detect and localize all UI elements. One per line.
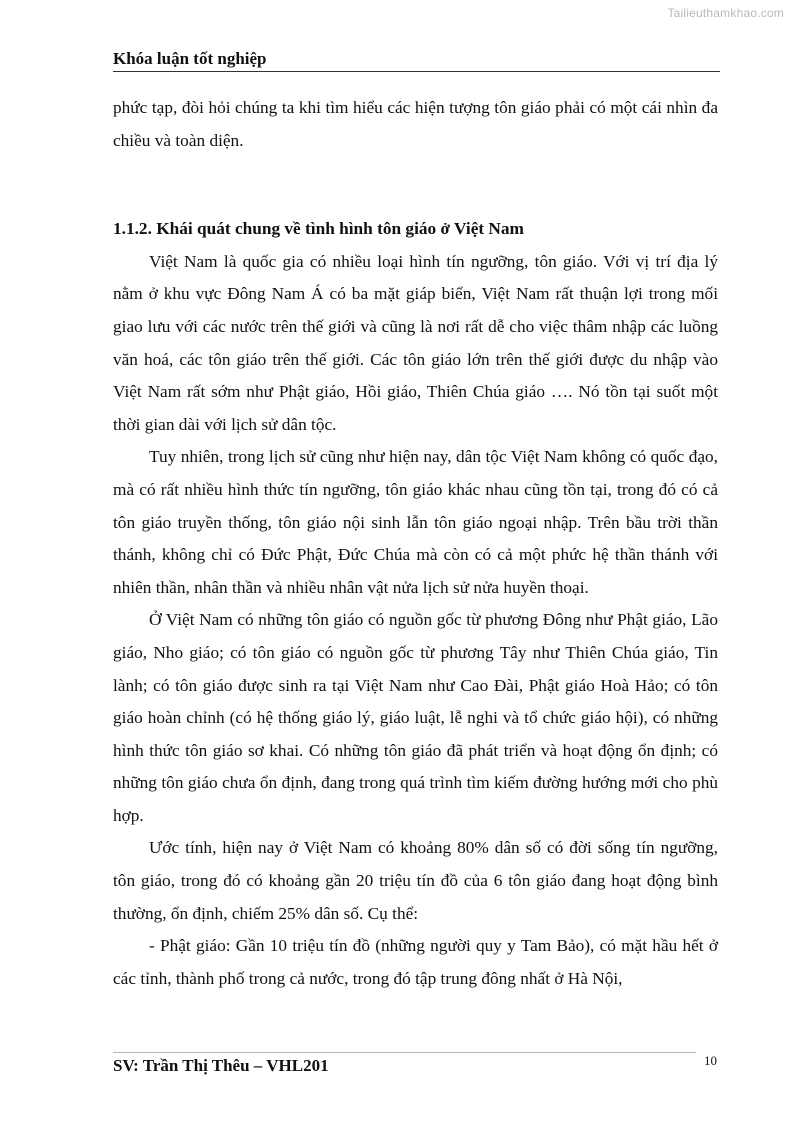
section-spacer xyxy=(113,157,718,213)
footer-divider xyxy=(113,1052,696,1053)
header-title: Khóa luận tốt nghiệp xyxy=(113,49,267,68)
document-body xyxy=(113,92,718,995)
watermark: Tailieuthamkhao.com xyxy=(667,6,784,20)
footer-author: SV: Trần Thị Thêu – VHL201 xyxy=(113,1056,329,1075)
list-item-paragraph: - Phật giáo: Gần 10 triệu tín đồ (những người quy y Tam Bảo), có mặt hầu hết ở các tỉnh, thành phố trong cả nước, trong đó tập trung đông nhất ở Hà Nội, xyxy=(113,936,718,988)
paragraph: Ước tính, hiện nay ở Việt Nam có khoảng 80% dân số có đời sống tín ngưỡng, tôn giáo, trong đó có khoảng gần 20 triệu tín đồ của 6 tôn giáo đang hoạt động bình thường, ổn định, chiếm 25% dân số. Cụ thể: xyxy=(113,838,718,923)
paragraph: Việt Nam là quốc gia có nhiều loại hình tín ngưỡng, tôn giáo. Với vị trí địa lý nằm ở khu vực Đông Nam Á có ba mặt giáp biển, Việt Nam rất thuận lợi trong mối giao lưu với các nước trên thế giới và cũng là nơi rất dễ cho việc thâm nhập các luồng văn hoá, các tôn giáo trên thế giới. Các tôn giáo lớn trên thế giới được du nhập vào Việt Nam rất sớm như Phật giáo, Hồi giáo, Thiên Chúa giáo …. Nó tồn tại suốt một thời gian dài với lịch sử dân tộc. xyxy=(113,251,718,434)
page-number: 10 xyxy=(704,1053,717,1068)
paragraph: Ở Việt Nam có những tôn giáo có nguồn gốc từ phương Đông như Phật giáo, Lão giáo, Nho giáo; có tôn giáo có nguồn gốc từ phương Tây như Thiên Chúa giáo, Tin lành; có tôn giáo được sinh ra tại Việt Nam như Cao Đài, Phật giáo Hoà Hảo; có tôn giáo hoàn chỉnh (có hệ thống giáo lý, giáo luật, lễ nghi và tổ chức giáo hội), có những hình thức tôn giáo sơ khai. Có những tôn giáo đã phát triển và hoạt động ổn định; có những tôn giáo chưa ổn định, đang trong quá trình tìm kiếm đường hướng mới cho phù hợp. xyxy=(113,610,718,825)
page-header xyxy=(113,48,720,72)
section-heading: 1.1.2. Khái quát chung về tình hình tôn giáo ở Việt Nam xyxy=(113,219,524,239)
intro-paragraph: phức tạp, đòi hỏi chúng ta khi tìm hiểu các hiện tượng tôn giáo phải có một cái nhìn đa chiều và toàn diện. xyxy=(113,98,718,150)
paragraph: Tuy nhiên, trong lịch sử cũng như hiện nay, dân tộc Việt Nam không có quốc đạo, mà có rất nhiều hình thức tín ngưỡng, tôn giáo khác nhau cũng tồn tại, trong đó có cả tôn giáo truyền thống, tôn giáo nội sinh lẫn tôn giáo ngoại nhập. Trên bầu trời thần thánh, không chỉ có Đức Phật, Đức Chúa mà còn có cả một phức hệ thần thánh với nhiên thần, nhân thần và nhiều nhân vật nửa lịch sử nửa huyền thoại. xyxy=(113,447,718,597)
